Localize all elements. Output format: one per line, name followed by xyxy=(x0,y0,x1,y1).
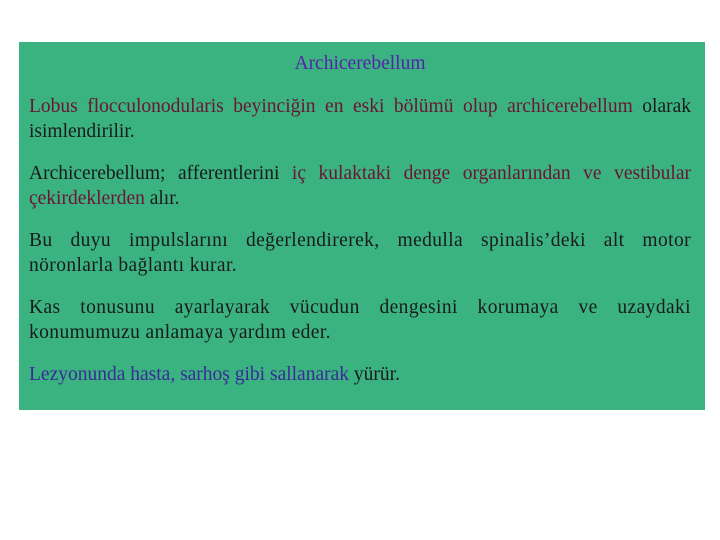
paragraph-2-part-b: iç kulaktaki denge organlarından ve vestibular çekirdeklerden xyxy=(29,163,691,209)
paragraph-1-part-b: olarak isimlendirilir. xyxy=(29,96,692,142)
paragraph-2 xyxy=(29,161,691,211)
paragraph-2-part-c: alır. xyxy=(149,188,180,209)
paragraph-3: Bu duyu impulslarını değerlendirerek, medulla spinalis’deki alt motor nöronlarla bağlantı kurar. xyxy=(29,230,691,276)
content-panel xyxy=(19,42,705,410)
paragraph-1 xyxy=(29,94,691,144)
paragraph-4: Kas tonusunu ayarlayarak vücudun dengesini korumaya ve uzaydaki konumumuzu anlamaya yardım eder. xyxy=(29,297,691,343)
paragraph-1-part-a: Lobus flocculonodularis beyinciğin en eski bölümü olup archicerebellum xyxy=(29,96,633,117)
slide-title: Archicerebellum xyxy=(294,53,426,74)
paragraph-5-part-b: yürür. xyxy=(353,364,400,385)
paragraph-2-part-a: Archicerebellum; afferentlerini xyxy=(29,163,280,184)
paragraph-5-part-a: Lezyonunda hasta, sarhoş gibi sallanarak xyxy=(29,364,350,385)
paragraph-5 xyxy=(29,362,691,387)
